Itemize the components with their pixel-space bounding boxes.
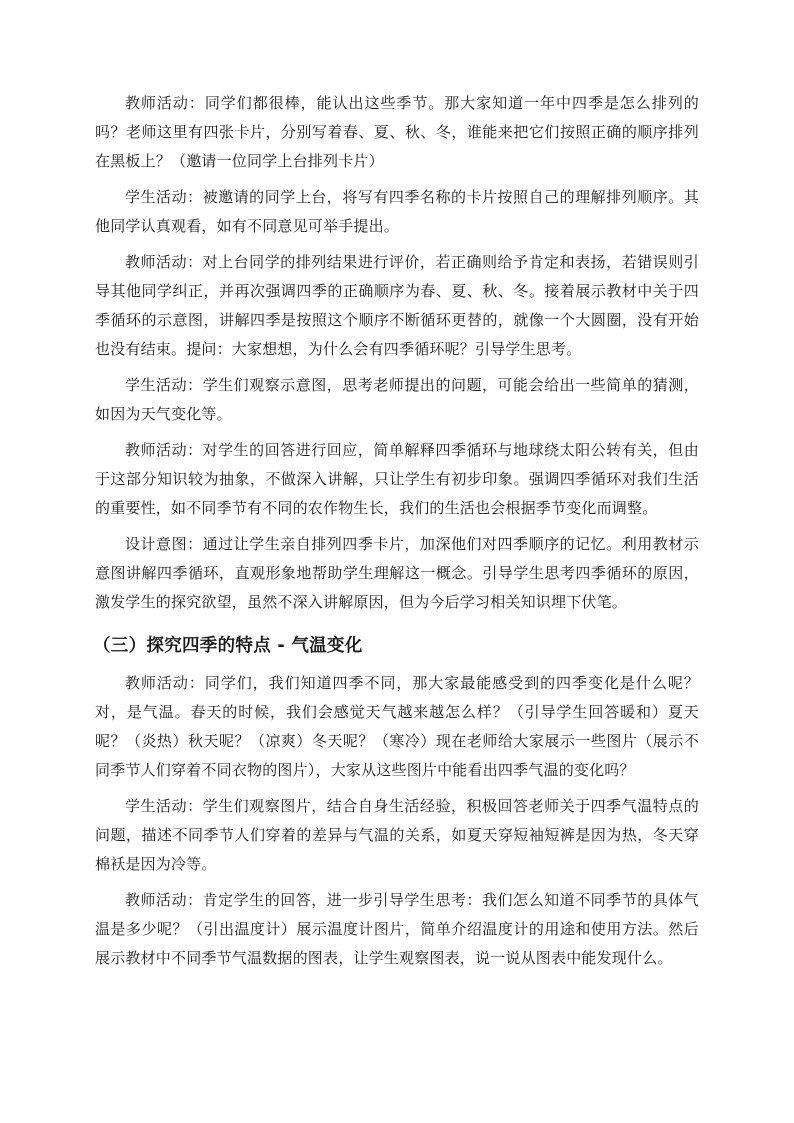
paragraph-teacher-activity-temperature: 教师活动：同学们，我们知道四季不同，那大家最能感受到的四季变化是什么呢？对，是气温。春天的时候，我们会感觉天气越来越怎么样？（引导学生回答暖和）夏天呢？（炎热）秋天呢？（凉爽）冬天呢？（寒冷）现在老师给大家展示一些图片（展示不同季节人们穿着不同衣物的图片），大家从这些图片中能看出四季气温的变化吗？	[95, 674, 699, 779]
paragraph-teacher-activity-thermometer: 教师活动：肯定学生的回答，进一步引导学生思考：我们怎么知道不同季节的具体气温是多少呢？（引出温度计）展示温度计图片，简单介绍温度计的用途和使用方法。然后展示教材中不同季节气温数据的图表，让学生观察图表，说一说从图表中能发现什么。	[95, 891, 699, 967]
paragraph-teacher-activity-card-order: 教师活动：同学们都很棒，能认出这些季节。那大家知道一年中四季是怎么排列的吗？老师这里有四张卡片，分别写着春、夏、秋、冬，谁能来把它们按照正确的顺序排列在黑板上？（邀请一位同学上台排列卡片）	[95, 94, 699, 170]
document-body	[95, 89, 699, 980]
paragraph-teacher-activity-earth-orbit: 教师活动：对学生的回答进行回应，简单解释四季循环与地球绕太阳公转有关，但由于这部分知识较为抽象，不做深入讲解，只让学生有初步印象。强调四季循环对我们生活的重要性，如不同季节有不同的农作物生长，我们的生活也会根据季节变化而调整。	[95, 441, 699, 517]
paragraph-student-activity-pictures: 学生活动：学生们观察图片，结合自身生活经验，积极回答老师关于四季气温特点的问题，描述不同季节人们穿着的差异与气温的关系，如夏天穿短袖短裤是因为热，冬天穿棉袄是因为冷等。	[95, 797, 699, 873]
section-heading-temperature: （三）探究四季的特点 - 气温变化	[93, 636, 363, 656]
paragraph-teacher-activity-season-cycle: 教师活动：对上台同学的排列结果进行评价，若正确则给予肯定和表扬，若错误则引导其他同学纠正，并再次强调四季的正确顺序为春、夏、秋、冬。接着展示教材中关于四季循环的示意图，讲解四季是按照这个顺序不断循环更替的，就像一个大圆圈，没有开始也没有结束。提问：大家想想，为什么会有四季循环呢？引导学生思考。	[95, 253, 699, 358]
paragraph-student-activity-observe-diagram: 学生活动：学生们观察示意图，思考老师提出的问题，可能会给出一些简单的猜测，如因为天气变化等。	[95, 376, 699, 423]
paragraph-student-activity-card-order: 学生活动：被邀请的同学上台，将写有四季名称的卡片按照自己的理解排列顺序。其他同学认真观看，如有不同意见可举手提出。	[95, 188, 699, 235]
paragraph-design-intent: 设计意图：通过让学生亲自排列四季卡片，加深他们对四季顺序的记忆。利用教材示意图讲解四季循环，直观形象地帮助学生理解这一概念。引导学生思考四季循环的原因，激发学生的探究欲望，虽然不深入讲解原因，但为今后学习相关知识埋下伏笔。	[95, 535, 699, 611]
